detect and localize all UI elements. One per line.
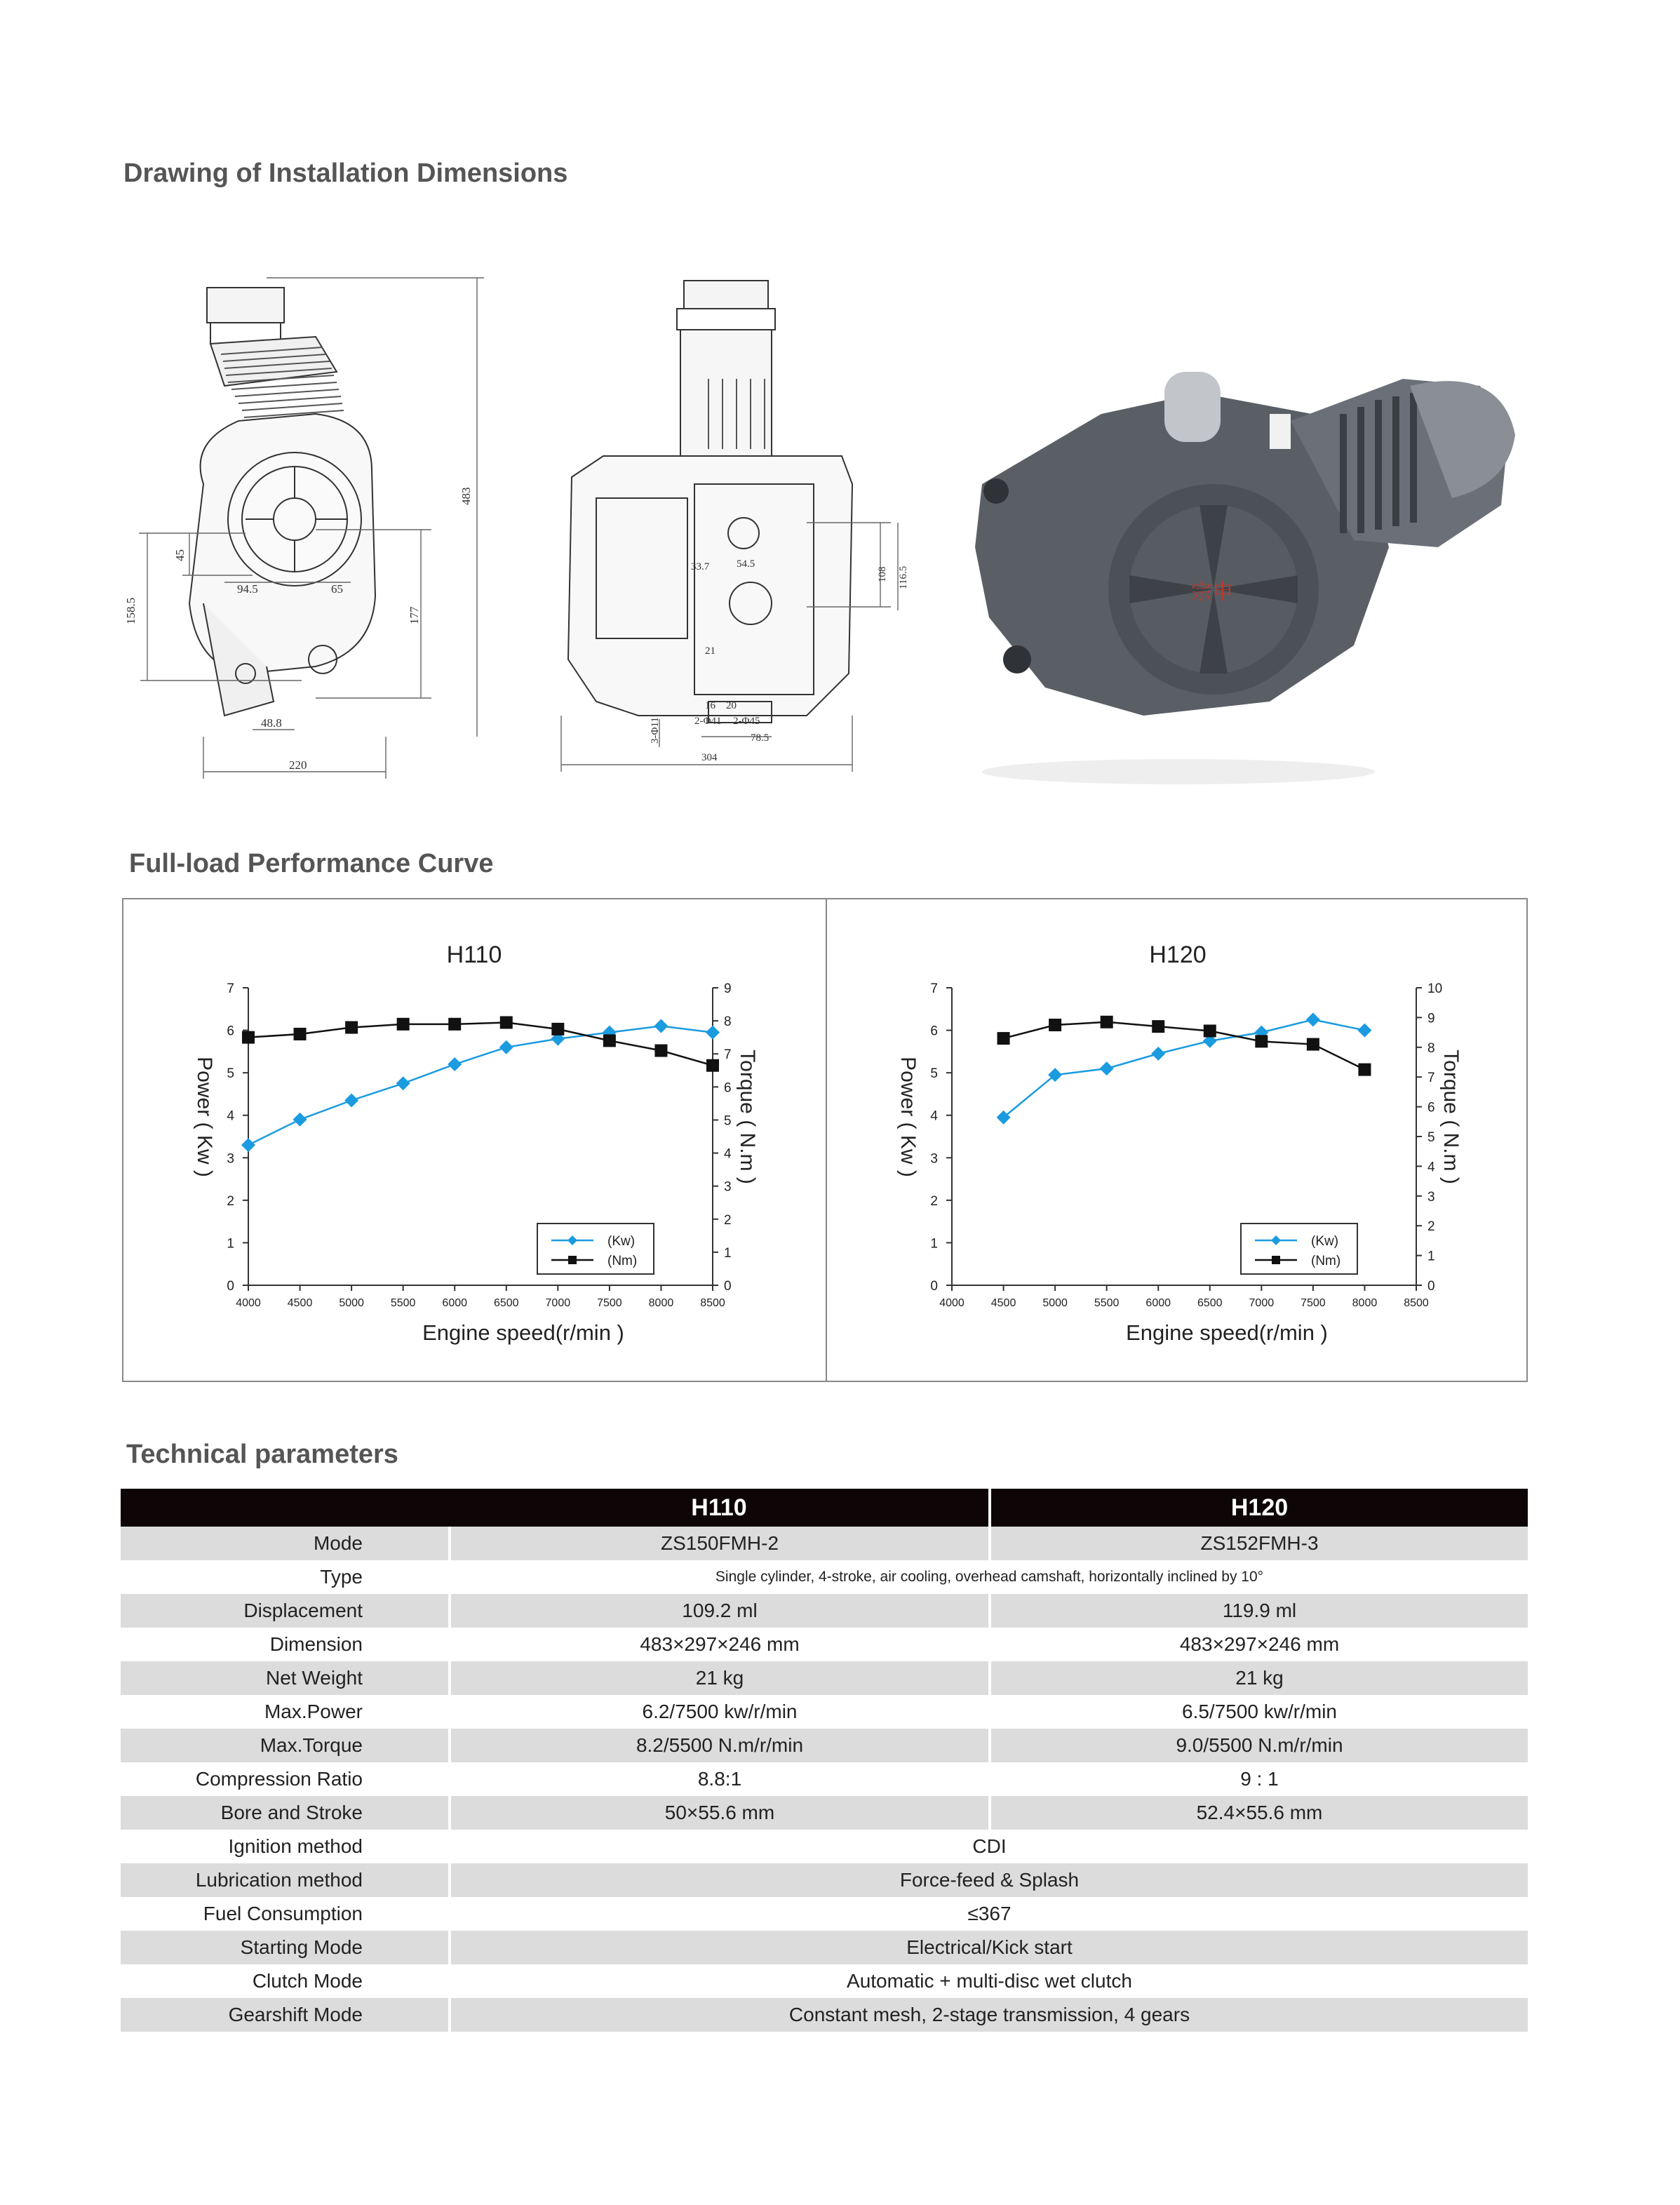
cell-h120: 9 : 1 — [990, 1762, 1528, 1796]
table-row — [121, 1796, 1528, 1830]
side-dim-177: 177 — [408, 606, 421, 624]
legend-swatch-marker — [1272, 1256, 1280, 1264]
right-tick-label: 7 — [1427, 1071, 1435, 1086]
right-tick-label: 8 — [1427, 1040, 1435, 1056]
right-tick-label: 2 — [1427, 1219, 1435, 1235]
x-tick-label: 4500 — [287, 1297, 313, 1309]
power-data-point — [706, 1026, 720, 1040]
row-label: Net Weight — [121, 1661, 450, 1695]
row-label: Starting Mode — [121, 1931, 450, 1964]
cell-h120: 9.0/5500 N.m/r/min — [990, 1729, 1528, 1762]
front-dim-108: 108 — [877, 566, 888, 582]
performance-curve-panel — [122, 898, 1528, 1382]
torque-data-point — [1358, 1064, 1371, 1076]
table-row — [121, 1695, 1528, 1729]
table-row — [121, 1998, 1528, 2032]
x-tick-label: 7000 — [1249, 1297, 1275, 1309]
front-dim-116-5: 116.5 — [898, 565, 909, 589]
x-tick-label: 8000 — [648, 1297, 674, 1309]
left-tick-label: 5 — [930, 1066, 938, 1082]
left-tick-label: 4 — [227, 1108, 234, 1124]
chart-h110 — [123, 899, 825, 1381]
torque-data-point — [1152, 1020, 1164, 1033]
front-dim-78-5: 78.5 — [751, 732, 770, 744]
left-tick-label: 6 — [930, 1024, 938, 1039]
table-row — [121, 1863, 1528, 1897]
torque-data-point — [551, 1023, 564, 1036]
right-tick-label: 10 — [1427, 981, 1443, 996]
x-tick-label: 7000 — [545, 1297, 571, 1309]
table-row — [121, 1897, 1528, 1931]
right-tick-label: 1 — [724, 1245, 732, 1261]
table-row — [121, 1661, 1528, 1695]
right-tick-label: 8 — [724, 1014, 732, 1030]
left-tick-label: 3 — [930, 1151, 938, 1167]
power-data-point — [344, 1094, 358, 1108]
right-tick-label: 6 — [724, 1080, 732, 1096]
header-h110: H110 — [450, 1489, 990, 1527]
front-dim-16: 16 — [705, 700, 715, 711]
power-data-point — [396, 1076, 410, 1090]
cell-h110: 8.8:1 — [450, 1762, 990, 1796]
table-row — [121, 1560, 1528, 1594]
cell-h120: 21 kg — [990, 1661, 1528, 1695]
left-axis-label: Power ( Kw ) — [896, 1057, 920, 1177]
left-tick-label: 4 — [930, 1108, 938, 1124]
row-label: Ignition method — [228, 1835, 363, 1857]
right-tick-label: 0 — [724, 1279, 732, 1294]
legend-entry: (Nm) — [1311, 1254, 1341, 1268]
right-tick-label: 4 — [724, 1146, 732, 1162]
row-label: Displacement — [121, 1594, 450, 1628]
front-dim-2-45: 2-Φ45 — [733, 716, 760, 727]
front-dim-304: 304 — [701, 752, 718, 763]
legend-entry: (Kw) — [607, 1234, 636, 1249]
cell-merged: Electrical/Kick start — [450, 1931, 1528, 1964]
x-tick-label: 5000 — [1042, 1297, 1068, 1309]
left-tick-label: 1 — [930, 1236, 938, 1252]
left-tick-label: 3 — [227, 1151, 234, 1167]
side-dim-483: 483 — [459, 487, 473, 505]
x-tick-label: 8500 — [1404, 1297, 1429, 1309]
chart-h120 — [827, 899, 1528, 1381]
table-header-row — [121, 1489, 1528, 1527]
front-dim-21: 21 — [705, 645, 715, 657]
x-tick-label: 4000 — [236, 1297, 261, 1309]
table-row — [121, 1594, 1528, 1628]
row-label: Fuel Consumption — [203, 1903, 363, 1924]
torque-data-point — [397, 1018, 410, 1031]
row-label: Gearshift Mode — [121, 1998, 450, 2032]
torque-data-point — [1255, 1035, 1268, 1047]
drawing-section-title: Drawing of Installation Dimensions — [123, 159, 568, 188]
right-tick-label: 1 — [1427, 1249, 1435, 1264]
cell-merged: Constant mesh, 2-stage transmission, 4 gears — [450, 1998, 1528, 2032]
header-blank — [121, 1489, 450, 1527]
row-label: Max.Torque — [121, 1729, 450, 1762]
cell-merged: CDI — [450, 1830, 1528, 1863]
cell-merged: Automatic + multi-disc wet clutch — [450, 1964, 1528, 1998]
side-dim-220: 220 — [289, 758, 307, 772]
right-axis-label: Torque ( N.m ) — [1439, 1050, 1463, 1184]
torque-data-point — [603, 1034, 616, 1047]
torque-data-point — [1204, 1024, 1216, 1037]
table-row — [121, 1729, 1528, 1762]
x-tick-label: 6500 — [493, 1297, 519, 1309]
x-tick-label: 5500 — [1094, 1297, 1120, 1309]
torque-data-point — [997, 1032, 1010, 1045]
side-dim-65: 65 — [331, 582, 343, 596]
x-axis-label: Engine speed(r/min ) — [422, 1320, 624, 1345]
cell-h120: ZS152FMH-3 — [990, 1527, 1528, 1560]
front-dim-33-7: 33.7 — [691, 561, 710, 572]
left-tick-label: 7 — [930, 981, 938, 996]
row-label: Lubrication method — [121, 1863, 450, 1897]
right-tick-label: 4 — [1427, 1160, 1435, 1175]
power-data-point — [499, 1040, 513, 1054]
power-series-line — [248, 1026, 713, 1146]
right-tick-label: 7 — [724, 1047, 732, 1063]
front-dim-3-11: 3-Φ11 — [650, 717, 661, 744]
legend-entry: (Nm) — [607, 1254, 638, 1268]
side-dim-48-8: 48.8 — [261, 716, 282, 730]
row-label: Type — [320, 1566, 363, 1588]
right-tick-label: 9 — [724, 981, 732, 996]
row-label: Mode — [121, 1527, 450, 1560]
power-data-point — [241, 1138, 255, 1152]
right-tick-label: 5 — [1427, 1130, 1435, 1145]
left-tick-label: 2 — [930, 1193, 938, 1209]
right-tick-label: 3 — [1427, 1189, 1435, 1205]
right-axis-label: Torque ( N.m ) — [736, 1050, 759, 1184]
chart-title: H110 — [446, 941, 502, 968]
x-tick-label: 8000 — [1352, 1297, 1378, 1309]
side-dim-158-5: 158.5 — [124, 597, 137, 624]
legend-swatch-marker — [568, 1256, 577, 1264]
x-tick-label: 6000 — [442, 1297, 468, 1309]
power-data-point — [293, 1113, 307, 1127]
right-tick-label: 6 — [1427, 1100, 1435, 1115]
installation-drawings — [105, 253, 1578, 800]
header-h120: H120 — [990, 1489, 1528, 1527]
cell-h110: 6.2/7500 kw/r/min — [450, 1695, 990, 1729]
torque-data-point — [1101, 1016, 1113, 1028]
power-series-line — [1004, 1019, 1365, 1117]
row-label: Max.Power — [264, 1701, 363, 1722]
left-tick-label: 1 — [227, 1236, 234, 1252]
row-label: Bore and Stroke — [121, 1796, 450, 1830]
torque-data-point — [500, 1016, 513, 1028]
row-label: Clutch Mode — [252, 1970, 363, 1992]
cell-merged: ≤367 — [450, 1897, 1528, 1931]
torque-data-point — [345, 1021, 358, 1034]
x-tick-label: 5000 — [339, 1297, 364, 1309]
engine-logo-text: 宗申 — [1191, 580, 1233, 605]
power-data-point — [448, 1057, 462, 1071]
engine-photo — [975, 372, 1515, 784]
cell-h110: 21 kg — [450, 1661, 990, 1695]
x-axis-label: Engine speed(r/min ) — [1126, 1320, 1328, 1345]
right-tick-label: 5 — [724, 1113, 732, 1129]
right-tick-label: 0 — [1427, 1279, 1435, 1294]
cell-h110: 8.2/5500 N.m/r/min — [450, 1729, 990, 1762]
side-dim-94-5: 94.5 — [237, 582, 258, 596]
torque-data-point — [706, 1059, 719, 1072]
cell-h120: 483×297×246 mm — [990, 1628, 1528, 1661]
cell-h110: ZS150FMH-2 — [450, 1527, 990, 1560]
cell-h120: 52.4×55.6 mm — [990, 1796, 1528, 1830]
torque-data-point — [448, 1018, 461, 1031]
cell-h120: 119.9 ml — [990, 1594, 1528, 1628]
table-row — [121, 1628, 1528, 1661]
power-data-point — [1100, 1061, 1114, 1075]
cell-h120: 6.5/7500 kw/r/min — [990, 1695, 1528, 1729]
torque-data-point — [1307, 1038, 1319, 1051]
row-label: Dimension — [269, 1633, 363, 1655]
cell-merged: Force-feed & Splash — [450, 1863, 1528, 1897]
x-tick-label: 6500 — [1197, 1297, 1223, 1309]
table-row — [121, 1762, 1528, 1796]
params-section-title: Technical parameters — [126, 1440, 398, 1469]
x-tick-label: 8500 — [700, 1297, 725, 1309]
right-tick-label: 9 — [1427, 1011, 1435, 1026]
x-tick-label: 4500 — [990, 1297, 1016, 1309]
left-axis-label: Power ( Kw ) — [193, 1057, 216, 1177]
front-dim-2-41: 2-Φ41 — [694, 716, 722, 727]
torque-data-point — [294, 1028, 307, 1040]
technical-parameters-table — [121, 1489, 1528, 2032]
side-view-drawing — [139, 278, 484, 779]
front-dim-54-5: 54.5 — [737, 558, 755, 570]
cell-merged: Single cylinder, 4-stroke, air cooling, overhead camshaft, horizontally inclined by 10° — [450, 1560, 1528, 1594]
left-tick-label: 7 — [227, 981, 234, 996]
legend-entry: (Kw) — [1311, 1234, 1339, 1249]
power-data-point — [654, 1019, 668, 1033]
right-tick-label: 3 — [724, 1179, 732, 1195]
cell-h110: 109.2 ml — [450, 1594, 990, 1628]
cell-h110: 50×55.6 mm — [450, 1796, 990, 1830]
chart-title: H120 — [1149, 941, 1207, 968]
x-tick-label: 7500 — [1301, 1297, 1326, 1309]
side-dim-45: 45 — [173, 549, 187, 561]
power-data-point — [1357, 1024, 1371, 1038]
front-view-drawing — [561, 281, 898, 772]
left-tick-label: 2 — [227, 1193, 234, 1209]
torque-data-point — [242, 1031, 255, 1044]
left-tick-label: 5 — [227, 1066, 234, 1082]
x-tick-label: 5500 — [390, 1297, 416, 1309]
cell-h110: 483×297×246 mm — [450, 1628, 990, 1661]
torque-data-point — [654, 1045, 667, 1057]
x-tick-label: 7500 — [597, 1297, 622, 1309]
torque-data-point — [1049, 1019, 1061, 1031]
curve-section-title: Full-load Performance Curve — [129, 849, 494, 878]
left-tick-label: 0 — [227, 1279, 234, 1294]
power-data-point — [1151, 1047, 1165, 1061]
power-data-point — [1306, 1012, 1320, 1026]
table-row — [121, 1830, 1528, 1863]
row-label: Compression Ratio — [195, 1768, 363, 1790]
left-tick-label: 6 — [227, 1024, 234, 1039]
left-tick-label: 0 — [930, 1279, 938, 1294]
right-tick-label: 2 — [724, 1212, 732, 1228]
table-row — [121, 1527, 1528, 1560]
front-dim-20: 20 — [726, 700, 737, 711]
x-tick-label: 6000 — [1145, 1297, 1171, 1309]
x-tick-label: 4000 — [939, 1297, 965, 1309]
table-row — [121, 1931, 1528, 1964]
table-row — [121, 1964, 1528, 1998]
